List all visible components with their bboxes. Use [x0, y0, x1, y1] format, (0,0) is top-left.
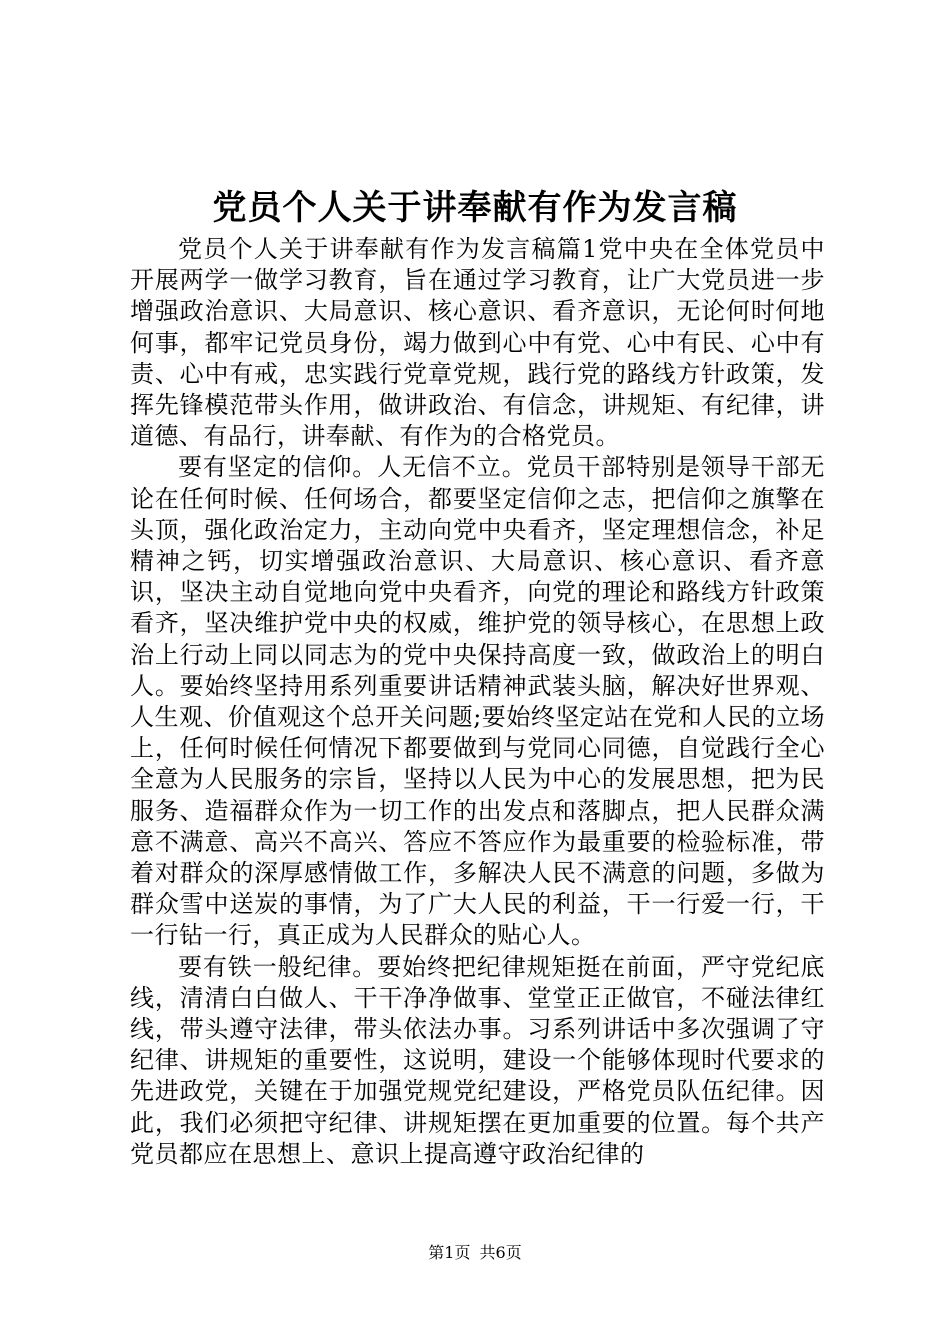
paragraph: 要有坚定的信仰。人无信不立。党员干部特别是领导干部无论在任何时候、任何场合，都要坚定信仰之志，把信仰之旗擎在头顶，强化政治定力，主动向党中央看齐，坚定理想信念，补足精神之钙，切实增强政治意识、大局意识、核心意识、看齐意识，坚决主动自觉地向党中央看齐，向党的理论和路线方针政策看齐，坚决维护党中央的权威，维护党的领导核心，在思想上政治上行动上同以同志为的党中央保持高度一致，做政治上的明白人。要始终坚持用系列重要讲话精神武装头脑，解决好世界观、人生观、价值观这个总开关问题;要始终坚定站在党和人民的立场上，任何时候任何情况下都要做到与党同心同德，自觉践行全心全意为人民服务的宗旨，坚持以人民为中心的发展思想，把为民服务、造福群众作为一切工作的出发点和落脚点，把人民群众满意不满意、高兴不高兴、答应不答应作为最重要的检验标准，带着对群众的深厚感情做工作，多解决人民不满意的问题，多做为群众雪中送炭的事情，为了广大人民的利益，干一行爱一行，干一行钻一行，真正成为人民群众的贴心人。 — [130, 453, 825, 950]
document-title: 党员个人关于讲奉献有作为发言稿 — [212, 188, 738, 228]
page-total: 共6页 — [479, 1243, 522, 1262]
document-body — [130, 234, 825, 1170]
page-number: 第1页 — [428, 1243, 471, 1262]
paragraph: 要有铁一般纪律。要始终把纪律规矩挺在前面，严守党纪底线，清清白白做人、干干净净做事、堂堂正正做官，不碰法律红线，带头遵守法律，带头依法办事。习系列讲话中多次强调了守纪律、讲规矩的重要性，这说明，建设一个能够体现时代要求的先进政党，关键在于加强党规党纪建设，严格党员队伍纪律。因此，我们必须把守纪律、讲规矩摆在更加重要的位置。每个共产党员都应在思想上、意识上提高遵守政治纪律的 — [130, 952, 825, 1168]
paragraph: 党员个人关于讲奉献有作为发言稿篇1党中央在全体党员中开展两学一做学习教育，旨在通过学习教育，让广大党员进一步增强政治意识、大局意识、核心意识、看齐意识，无论何时何地何事，都牢记党员身份，竭力做到心中有党、心中有民、心中有责、心中有戒，忠实践行党章党规，践行党的路线方针政策，发挥先锋模范带头作用，做讲政治、有信念，讲规矩、有纪律，讲道德、有品行，讲奉献、有作为的合格党员。 — [130, 235, 825, 451]
page-footer — [0, 1242, 950, 1264]
